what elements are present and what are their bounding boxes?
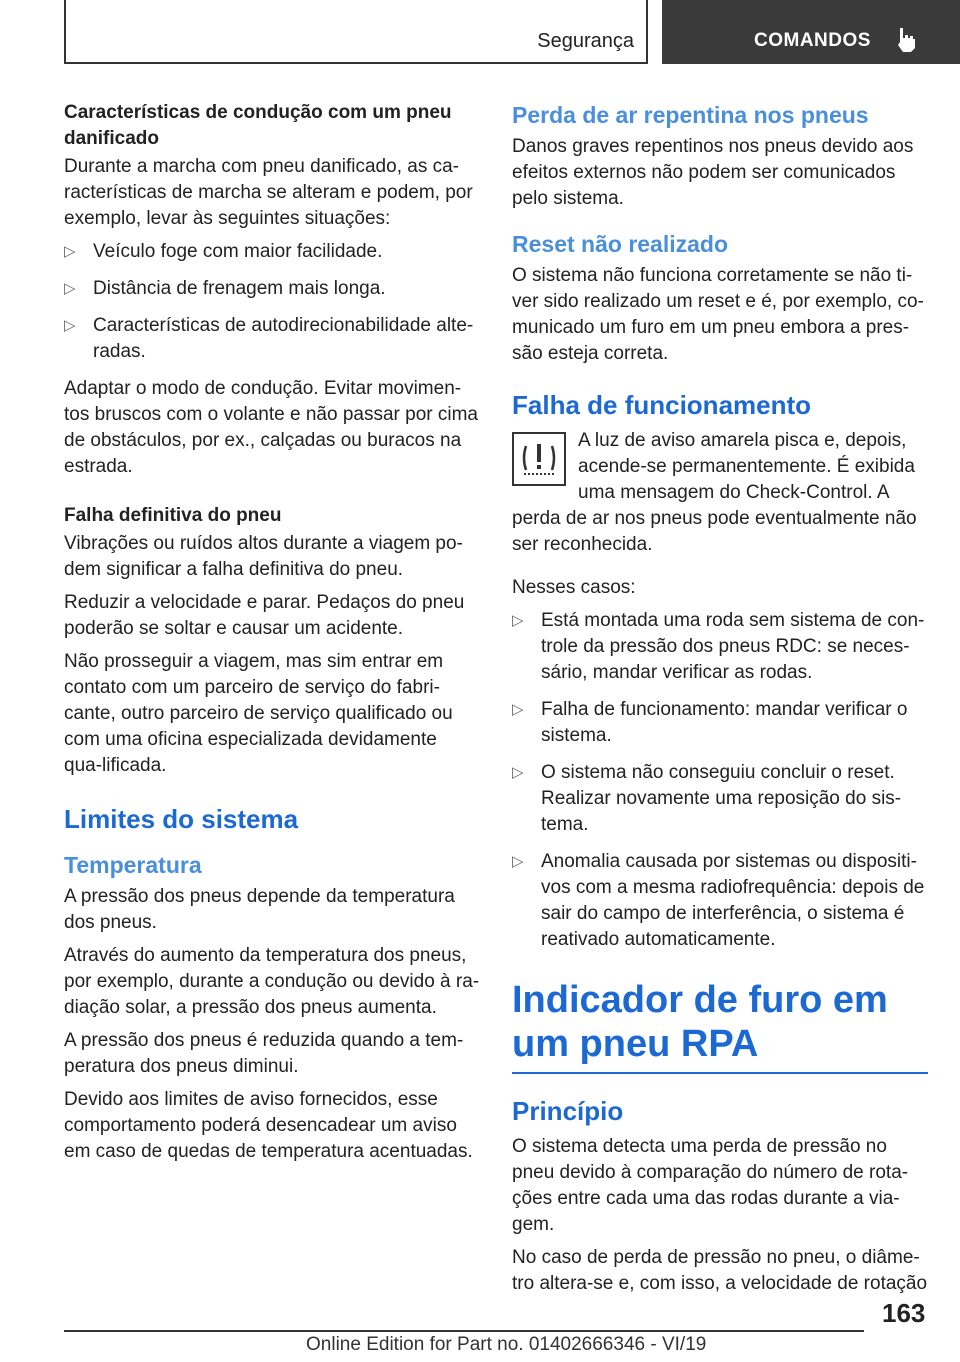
paragraph: A pressão dos pneus é reduzida quando a tem-peratura dos pneus diminui. <box>64 1030 464 1077</box>
heading-temperature: Temperatura <box>64 852 202 878</box>
hand-pointer-icon <box>894 26 918 52</box>
header-section-box <box>64 0 648 64</box>
paragraph: Reduzir a velocidade e parar. Pedaços do pneu poderão se soltar e causar um acidente. <box>64 592 465 639</box>
list-item: ▷ Veículo foge com maior facilidade. <box>64 239 480 265</box>
section-title: Segurança <box>537 30 634 52</box>
heading-rule <box>512 1072 928 1074</box>
triangle-bullet-icon: ▷ <box>512 853 524 870</box>
triangle-bullet-icon: ▷ <box>64 243 76 260</box>
paragraph: Danos graves repentinos nos pneus devido aos efeitos externos não podem ser comunicados pelo sistema. <box>512 136 914 209</box>
paragraph: Adaptar o modo de condução. Evitar movimen-tos bruscos com o volante e não passar por cima de obstáculos, por ex., calçadas ou buracos na estrada. <box>64 378 478 477</box>
triangle-bullet-icon: ▷ <box>512 764 524 781</box>
list-item: ▷ Falha de funcionamento: mandar verificar o sistema. <box>512 699 908 746</box>
list-item: ▷ Características de autodirecionabilidade alte-radas. <box>64 315 474 362</box>
bullet-list <box>512 608 928 953</box>
triangle-bullet-icon: ▷ <box>64 317 76 334</box>
chapter-title: COMANDOS <box>754 30 871 51</box>
heading-sudden-loss: Perda de ar repentina nos pneus <box>512 102 869 128</box>
paragraph: No caso de perda de pressão no pneu, o diâme-tro altera-se e, com isso, a velocidade de rotação <box>512 1247 928 1294</box>
list-item: ▷ Está montada uma roda sem sistema de con-trole da pressão dos pneus RDC: se neces-sário, mandar verificar as rodas. <box>512 610 925 683</box>
header-chapter-box <box>662 0 960 64</box>
right-column <box>512 100 928 1304</box>
warning-block <box>512 428 928 558</box>
heading-system-limits: Limites do sistema <box>64 804 299 834</box>
heading-rpa: Indicador de furo em um pneu RPA <box>512 979 888 1065</box>
paragraph: Durante a marcha com pneu danificado, as ca-racterísticas de marcha se alteram e podem, por exemplo, levar às seguintes situações: <box>64 156 473 229</box>
paragraph: A luz de aviso amarela pisca e, depois, acende-se permanentemente. É exibida uma mensagem do Check-Control. A perda de ar nos pneus pode eventualmente não ser reconhecida. <box>512 430 917 555</box>
triangle-bullet-icon: ▷ <box>512 701 524 718</box>
triangle-bullet-icon: ▷ <box>512 612 524 629</box>
heading-principle: Princípio <box>512 1096 624 1126</box>
subheading-tire-failure: Falha definitiva do pneu <box>64 505 282 526</box>
heading-reset-not-done: Reset não realizado <box>512 231 729 257</box>
footer-edition: Online Edition for Part no. 01402666346 - VI/19 <box>306 1334 707 1355</box>
tire-pressure-warning-icon <box>512 432 566 486</box>
paragraph: Nesses casos: <box>512 577 636 598</box>
footer-rule <box>64 1330 864 1332</box>
paragraph: Devido aos limites de aviso fornecidos, esse comportamento poderá desencadear um aviso em caso de quedas de temperatura acentuadas. <box>64 1089 473 1162</box>
subheading-damaged-tire: Características de condução com um pneu danificado <box>64 102 452 149</box>
triangle-bullet-icon: ▷ <box>64 280 76 297</box>
paragraph: Não prosseguir a viagem, mas sim entrar em contato com um parceiro de serviço do fabri-cante, outro parceiro de serviço qualificado ou com uma oficina especializada devidamente qua-lificada. <box>64 651 453 776</box>
list-item: ▷ Anomalia causada por sistemas ou dispositi-vos com a mesma radiofrequência: depois de sair do campo de interferência, o sistema é reativado automaticamente. <box>512 851 925 950</box>
paragraph: Através do aumento da temperatura dos pneus, por exemplo, durante a condução ou devido à ra-diação solar, a pressão dos pneus aumenta. <box>64 945 480 1018</box>
paragraph: A pressão dos pneus depende da temperatura dos pneus. <box>64 886 455 933</box>
paragraph: Vibrações ou ruídos altos durante a viagem po-dem significar a falha definitiva do pneu. <box>64 533 463 580</box>
paragraph: O sistema não funciona corretamente se não ti-ver sido realizado um reset e é, por exemplo, co-municado um furo em um pneu embora a pres-são esteja correta. <box>512 265 924 364</box>
bullet-list <box>64 239 480 365</box>
paragraph: O sistema detecta uma perda de pressão no pneu devido à comparação do número de rota-ções entre cada uma das rodas durante a via-gem. <box>512 1136 909 1235</box>
page-number: 163 <box>882 1298 926 1328</box>
list-item: ▷ Distância de frenagem mais longa. <box>64 276 480 302</box>
list-item: ▷ O sistema não conseguiu concluir o reset. Realizar novamente uma reposição do sis-tema. <box>512 762 902 835</box>
heading-malfunction: Falha de funcionamento <box>512 390 812 420</box>
left-column <box>64 100 480 1172</box>
